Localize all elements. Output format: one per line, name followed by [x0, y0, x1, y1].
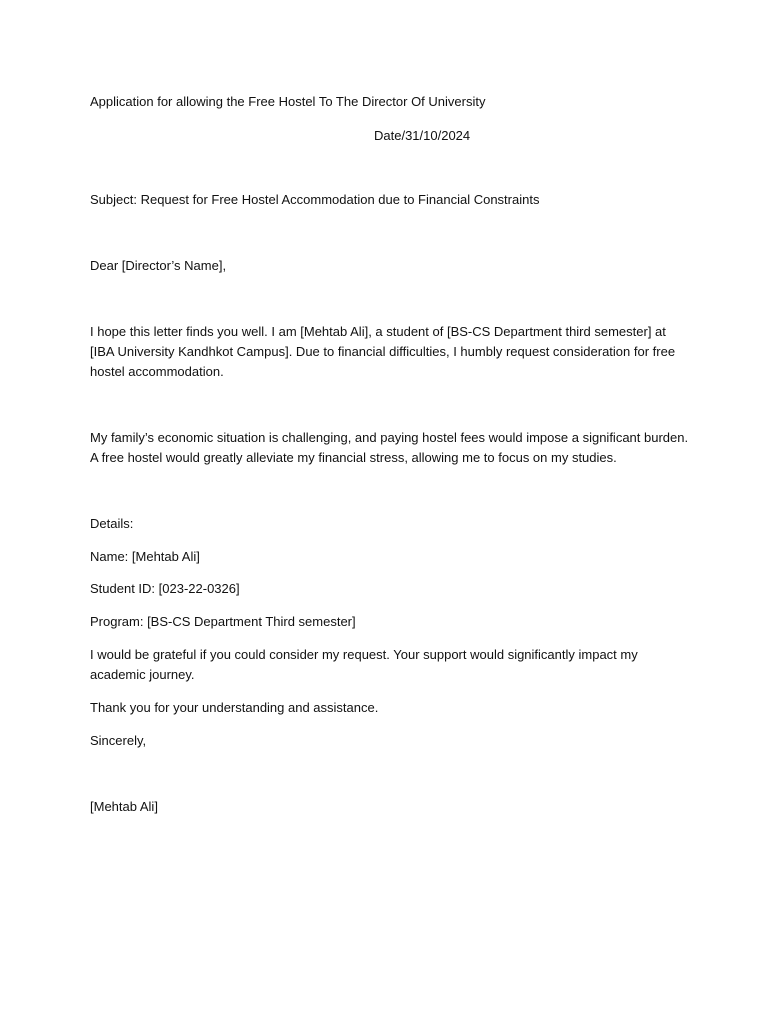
paragraph-line: academic journey. [90, 667, 195, 682]
paragraph-line: I hope this letter finds you well. I am [Mehtab Ali], a student of [BS-CS Department third semester] at [90, 324, 666, 339]
letter-subject: Subject: Request for Free Hostel Accommodation due to Financial Constraints [90, 192, 540, 207]
detail-name: Name: [Mehtab Ali] [90, 549, 200, 564]
detail-program: Program: [BS-CS Department Third semester] [90, 614, 356, 629]
signature-name: [Mehtab Ali] [90, 799, 158, 814]
paragraph-line: A free hostel would greatly alleviate my financial stress, allowing me to focus on my studies. [90, 450, 617, 465]
letter-salutation: Dear [Director’s Name], [90, 258, 227, 273]
paragraph-introduction [90, 322, 690, 382]
letter-heading: Application for allowing the Free Hostel To The Director Of University [90, 94, 486, 109]
details-label: Details: [90, 516, 134, 531]
paragraph-situation [90, 428, 690, 468]
paragraph-line: [IBA University Kandhkot Campus]. Due to financial difficulties, I humbly request consideration for free [90, 344, 676, 359]
letter-date: Date/31/10/2024 [374, 128, 471, 143]
paragraph-line: My family’s economic situation is challenging, and paying hostel fees would impose a significant burden. [90, 430, 689, 445]
thanks-line: Thank you for your understanding and assistance. [90, 700, 379, 715]
paragraph-request [90, 645, 690, 685]
closing-line: Sincerely, [90, 733, 147, 748]
detail-student-id: Student ID: [023-22-0326] [90, 581, 240, 596]
paragraph-line: I would be grateful if you could consider my request. Your support would significantly impact my [90, 647, 638, 662]
paragraph-line: hostel accommodation. [90, 364, 224, 379]
